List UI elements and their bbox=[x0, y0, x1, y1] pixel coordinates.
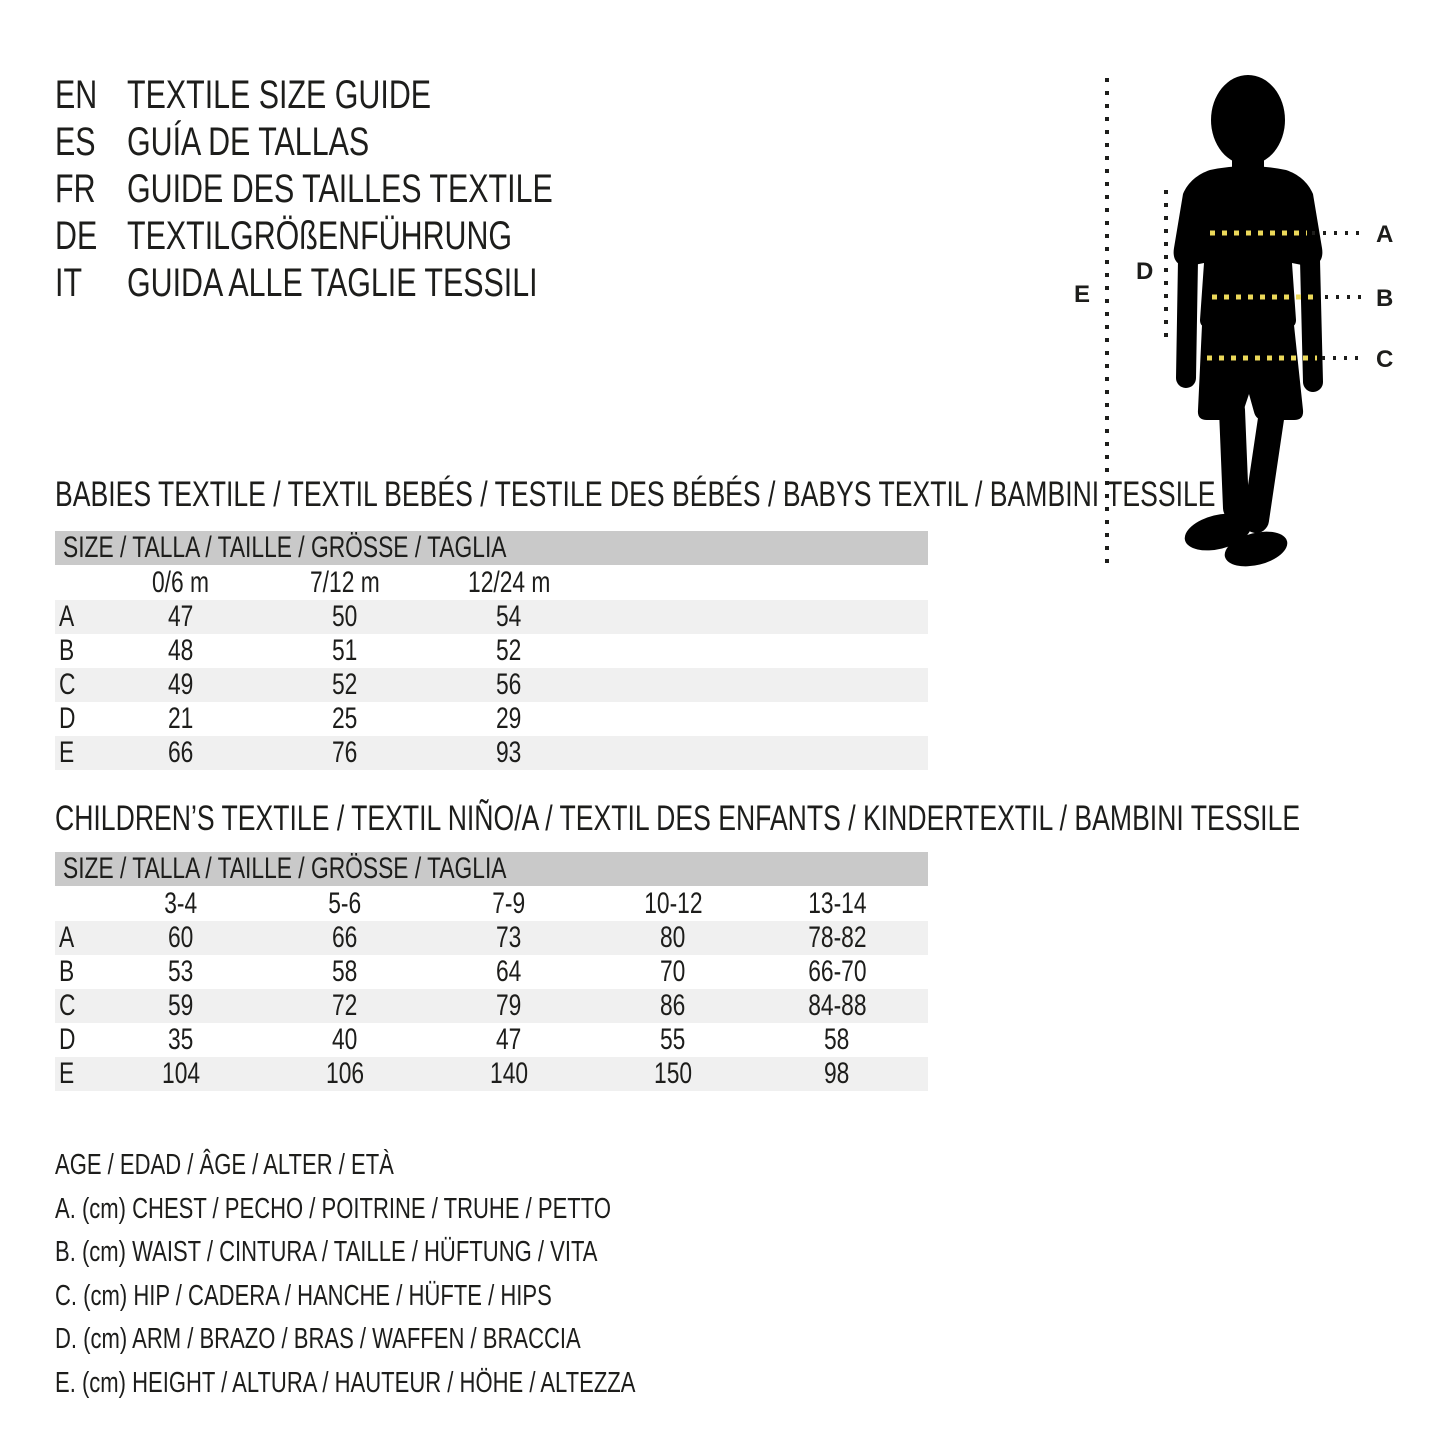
table-row: C 59 72 79 86 84-88 bbox=[55, 989, 928, 1023]
table-row: D 21 25 29 bbox=[59, 702, 522, 735]
legend-waist: B. (cm) WAIST / CINTURA / TAILLE / HÜFTUNG / VITA bbox=[55, 1236, 598, 1268]
table-row: E 66 76 93 bbox=[55, 736, 928, 770]
table-row: A 60 66 73 80 78-82 bbox=[55, 921, 928, 955]
lang-code-de: DE bbox=[55, 214, 98, 258]
children-size-header: SIZE / TALLA / TAILLE / GRÖSSE / TAGLIA bbox=[63, 852, 507, 885]
figure-label-a: A bbox=[1376, 221, 1394, 248]
table-row: E 104 106 140 150 98 bbox=[55, 1057, 928, 1091]
table-row: B 53 58 64 70 66-70 bbox=[59, 955, 867, 988]
figure-label-c: C bbox=[1376, 346, 1394, 373]
title-fr: GUIDE DES TAILLES TEXTILE bbox=[127, 167, 553, 211]
babies-col-1: 7/12 m bbox=[310, 565, 380, 599]
children-col-4: 13-14 bbox=[807, 886, 867, 920]
legend-age: AGE / EDAD / ÂGE / ALTER / ETÀ bbox=[55, 1149, 394, 1181]
children-size-header-row bbox=[55, 852, 928, 886]
lang-code-fr: FR bbox=[55, 167, 96, 211]
title-de: TEXTILGRÖßENFÜHRUNG bbox=[127, 214, 513, 258]
children-size-table bbox=[55, 852, 928, 1091]
legend-arm: D. (cm) ARM / BRAZO / BRAS / WAFFEN / BRACCIA bbox=[55, 1323, 581, 1355]
babies-size-header-row bbox=[55, 531, 928, 565]
children-col-0: 3-4 bbox=[164, 886, 198, 920]
children-col-1: 5-6 bbox=[328, 886, 362, 920]
figure-label-d: D bbox=[1136, 258, 1154, 285]
lang-code-it: IT bbox=[55, 261, 83, 305]
title-block bbox=[55, 72, 687, 307]
table-row: C 49 52 56 bbox=[55, 668, 928, 702]
title-row-fr bbox=[55, 166, 687, 213]
table-row: A 47 50 54 bbox=[55, 600, 928, 634]
title-row-en bbox=[55, 72, 687, 119]
babies-size-table bbox=[55, 531, 928, 770]
babies-column-header-row bbox=[55, 565, 928, 600]
children-section-title: CHILDREN’S TEXTILE / TEXTIL NIÑO/A / TEXTIL DES ENFANTS / KINDERTEXTIL / BAMBINI TESSILE bbox=[55, 799, 1301, 838]
babies-col-0: 0/6 m bbox=[152, 565, 210, 599]
table-row: B 48 51 52 bbox=[59, 634, 522, 667]
figure-label-e: E bbox=[1074, 281, 1091, 308]
children-col-3: 10-12 bbox=[643, 886, 703, 920]
children-column-header-row bbox=[55, 886, 928, 921]
legend-height: E. (cm) HEIGHT / ALTURA / HAUTEUR / HÖHE / ALTEZZA bbox=[55, 1366, 636, 1399]
title-row-it bbox=[55, 260, 687, 307]
title-es: GUÍA DE TALLAS bbox=[127, 120, 370, 164]
figure-label-b: B bbox=[1376, 285, 1394, 312]
lang-code-en: EN bbox=[55, 73, 98, 117]
title-row-de bbox=[55, 213, 687, 260]
lang-code-es: ES bbox=[55, 120, 96, 164]
babies-section-title: BABIES TEXTILE / TEXTIL BEBÉS / TESTILE DES BÉBÉS / BABYS TEXTIL / BAMBINI TESSILE bbox=[55, 475, 1216, 514]
measurement-legend bbox=[55, 1144, 819, 1405]
title-en: TEXTILE SIZE GUIDE bbox=[127, 73, 432, 117]
children-col-2: 7-9 bbox=[492, 886, 526, 920]
legend-chest: A. (cm) CHEST / PECHO / POITRINE / TRUHE / PETTO bbox=[55, 1192, 611, 1225]
title-row-es bbox=[55, 119, 687, 166]
table-row: D 35 40 47 55 58 bbox=[59, 1023, 850, 1056]
babies-col-2: 12/24 m bbox=[467, 565, 551, 599]
babies-size-header: SIZE / TALLA / TAILLE / GRÖSSE / TAGLIA bbox=[63, 531, 507, 564]
title-it: GUIDA ALLE TAGLIE TESSILI bbox=[127, 261, 538, 305]
legend-hip: C. (cm) HIP / CADERA / HANCHE / HÜFTE / HIPS bbox=[55, 1279, 552, 1312]
